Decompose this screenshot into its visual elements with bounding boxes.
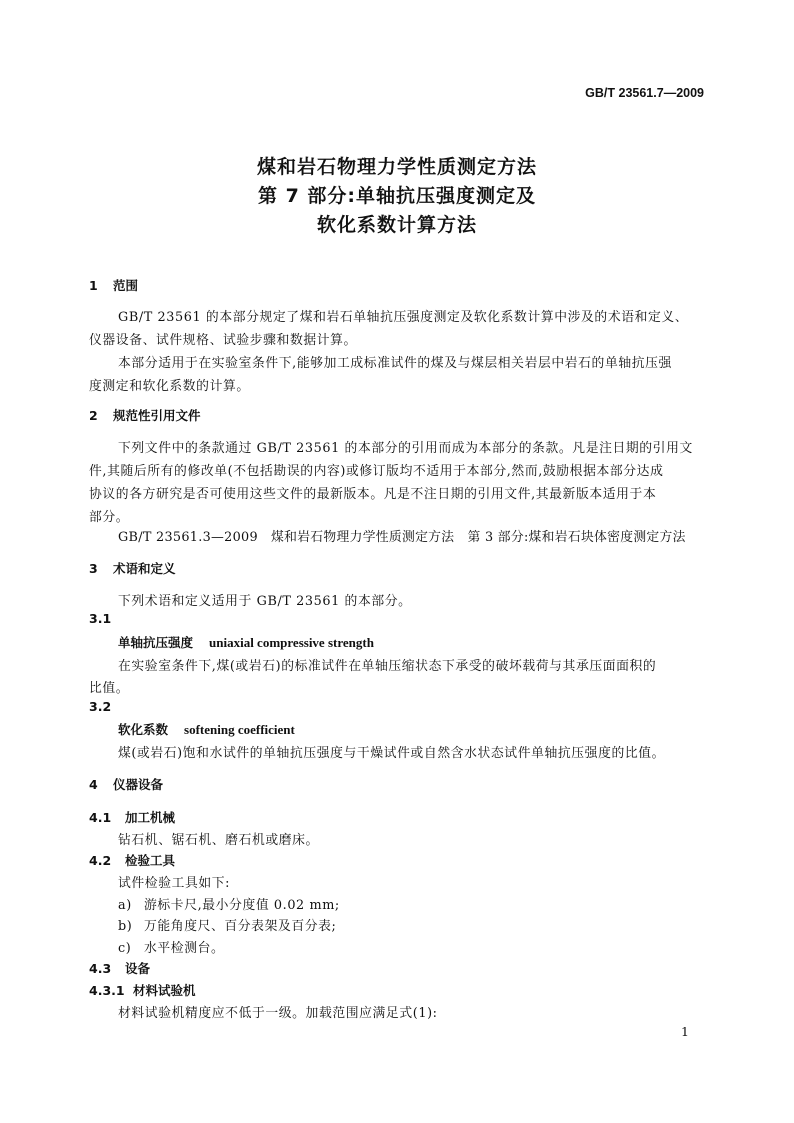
section-number: 1: [89, 278, 98, 293]
section-heading-4: [89, 775, 163, 793]
paragraph-line: 协议的各方研究是否可使用这些文件的最新版本。凡是不注日期的引用文件,其最新版本适用于本: [89, 487, 657, 502]
term-en: softening coefficient: [184, 722, 295, 737]
term-heading: [118, 633, 374, 651]
section-heading-1: [89, 276, 138, 294]
term-en: uniaxial compressive strength: [209, 635, 374, 650]
section-title: 术语和定义: [113, 561, 176, 576]
list-item-text: 万能角度尺、百分表架及百分表;: [144, 919, 337, 934]
section-title: 仪器设备: [113, 777, 164, 792]
term-number: 3.1: [89, 611, 112, 626]
paragraph-line: 材料试验机精度应不低于一级。加载范围应满足式(1):: [118, 1006, 438, 1021]
section-number: 2: [89, 408, 98, 423]
paragraph-line: 部分。: [89, 510, 130, 525]
subsection-number: 4.1: [89, 810, 112, 825]
document-title-line3: 软化系数计算方法: [316, 214, 477, 236]
section-number: 4: [89, 777, 98, 792]
subsection-title: 加工机械: [125, 810, 176, 825]
paragraph-line: 本部分适用于在实验室条件下,能够加工成标准试件的煤及与煤层相关岩层中岩石的单轴抗压强: [118, 356, 672, 371]
section-title: 范围: [113, 278, 139, 293]
term-definition-line: 比值。: [89, 681, 130, 696]
subsection-number: 4.2: [89, 853, 112, 868]
paragraph-line: GB/T 23561 的本部分规定了煤和岩石单轴抗压强度测定及软化系数计算中涉及的术语和定义、: [118, 310, 689, 325]
list-item-label: b): [118, 919, 133, 934]
term-definition-line: 煤(或岩石)饱和水试件的单轴抗压强度与干燥试件或自然含水状态试件单轴抗压强度的比值。: [118, 746, 666, 761]
subsection-heading-4-1: [89, 808, 175, 826]
subsection-heading-4-3-1: [89, 981, 196, 999]
paragraph-line: 下列文件中的条款通过 GB/T 23561 的本部分的引用而成为本部分的条款。凡是注日期的引用文: [118, 441, 693, 456]
paragraph-line: 仪器设备、试件规格、试验步骤和数据计算。: [89, 333, 357, 348]
paragraph-line: 钻石机、锯石机、磨石机或磨床。: [118, 833, 319, 848]
paragraph-line: 度测定和软化系数的计算。: [89, 379, 250, 394]
subsection-number: 4.3: [89, 961, 112, 976]
subsection-number: 4.3.1: [89, 983, 125, 998]
section-title: 规范性引用文件: [113, 408, 201, 423]
section-heading-3: [89, 559, 176, 577]
list-item-text: 游标卡尺,最小分度值 0.02 mm;: [144, 898, 340, 913]
term-number: 3.2: [89, 699, 112, 714]
list-item: [118, 915, 336, 934]
standard-number: GB/T 23561.7—2009: [585, 86, 704, 100]
subsection-title: 材料试验机: [133, 983, 196, 998]
list-item-text: 水平检测台。: [144, 941, 225, 956]
list-item: [118, 894, 340, 913]
paragraph-line: 件,其随后所有的修改单(不包括勘误的内容)或修订版均不适用于本部分,然而,鼓励根据本部分达成: [89, 464, 664, 479]
normative-reference: GB/T 23561.3—2009 煤和岩石物理力学性质测定方法 第 3 部分:煤和岩石块体密度测定方法: [118, 530, 686, 545]
subsection-heading-4-2: [89, 851, 175, 869]
subsection-title: 设备: [125, 961, 151, 976]
subsection-heading-4-3: [89, 959, 150, 977]
page-number: 1: [681, 1024, 689, 1039]
term-definition-line: 在实验室条件下,煤(或岩石)的标准试件在单轴压缩状态下承受的破坏载荷与其承压面面积的: [118, 659, 657, 674]
list-item-label: a): [118, 898, 132, 913]
list-item-label: c): [118, 941, 132, 956]
section-number: 3: [89, 561, 98, 576]
paragraph-line: 下列术语和定义适用于 GB/T 23561 的本部分。: [118, 594, 412, 609]
section-heading-2: [89, 406, 201, 424]
paragraph-line: 试件检验工具如下:: [118, 876, 231, 891]
document-title-line2: 第 7 部分:单轴抗压强度测定及: [257, 185, 537, 207]
subsection-title: 检验工具: [125, 853, 176, 868]
document-title-line1: 煤和岩石物理力学性质测定方法: [256, 156, 537, 178]
term-zh: 软化系数: [118, 722, 169, 737]
list-item: [118, 937, 224, 956]
term-zh: 单轴抗压强度: [118, 635, 194, 650]
term-heading: [118, 720, 295, 738]
